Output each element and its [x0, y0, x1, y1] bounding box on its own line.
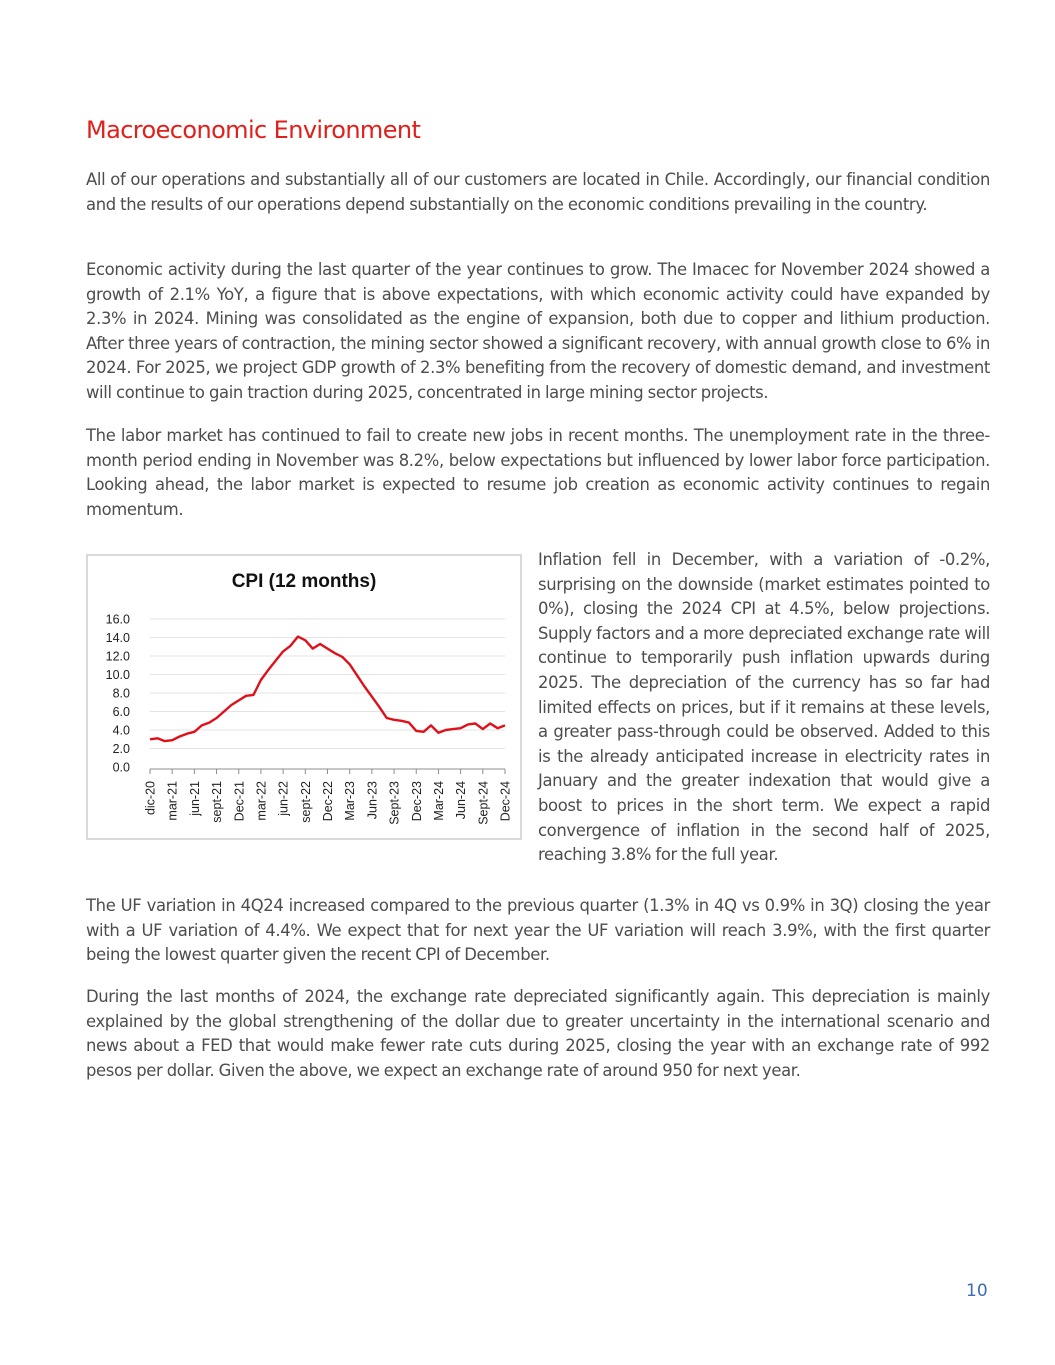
y-tick-label: 0.0: [112, 760, 130, 775]
x-tick-label: Dec-22: [321, 781, 335, 822]
x-tick-label: sept-22: [298, 781, 313, 823]
paragraph-inflation: Inflation fell in December, with a variation of -0.2%, surprising on the downside (market estimates pointed to 0%), closing the 2024 CPI at 4.5%, below projections. Supply factors and a more depreciated exchange rate will continue to temporarily push inflation upwards during 2025. The depreciation of the currency has so far had limited effects on prices, but if it remains at these levels, a greater pass-through could be observed. Added to this is the already anticipated increase in electricity rates in January and the greater indexation that would give a boost to prices in the short term. We expect a rapid convergence of inflation in the second half of 2025, reaching 3.8% for the full year.: [538, 550, 990, 865]
paragraph-labor-market: The labor market has continued to fail to create new jobs in recent months. The unemployment rate in the three-month period ending in November was 8.2%, below expectations but influenced by lower labor force participation. Looking ahead, the labor market is expected to resume job creation as economic activity continues to regain momentum.: [86, 426, 990, 519]
paragraph-economic-activity: Economic activity during the last quarter of the year continues to grow. The Imacec for November 2024 showed a growth of 2.1% YoY, a figure that is above expectations, with which economic activity could have expanded by 2.3% in 2024. Mining was consolidated as the engine of expansion, both due to copper and lithium production. After three years of contraction, the mining sector showed a significant recovery, with annual growth close to 6% in 2024. For 2025, we project GDP growth of 2.3% benefiting from the recovery of domestic demand, and investment will continue to gain traction during 2025, concentrated in large mining sector projects.: [86, 260, 990, 402]
x-tick-label: Sept-24: [476, 781, 491, 825]
x-tick-label: Dec-24: [498, 781, 513, 822]
x-tick-label: Mar-23: [343, 781, 358, 821]
y-tick-label: 16.0: [105, 612, 130, 627]
x-tick-label: mar-21: [165, 781, 180, 821]
y-tick-label: 4.0: [112, 723, 130, 738]
paragraph-exchange-rate: During the last months of 2024, the exchange rate depreciated significantly again. This depreciation is mainly explained by the global strengthening of the dollar due to greater uncertainty in the international scenario and news about a FED that would make fewer rate cuts during 2025, closing the year with an exchange rate of 992 pesos per dollar. Given the above, we expect an exchange rate of around 950 for next year.: [86, 987, 990, 1080]
paragraph-uf-variation: The UF variation in 4Q24 increased compared to the previous quarter (1.3% in 4Q vs 0.9% in 3Q) closing the year with a UF variation of 4.4%. We expect that for next year the UF variation will reach 3.9%, with the first quarter being the lowest quarter given the recent CPI of December.: [86, 896, 990, 965]
section-title: Macroeconomic Environment: [86, 116, 421, 144]
y-tick-label: 12.0: [105, 649, 130, 664]
y-tick-label: 10.0: [105, 668, 130, 682]
y-tick-label: 2.0: [112, 742, 130, 756]
x-tick-label: jun-22: [276, 781, 291, 816]
x-tick-label: Dec-21: [232, 781, 247, 822]
cpi-series-line: [150, 637, 505, 742]
x-tick-label: Sept-23: [387, 781, 402, 825]
x-tick-label: Jun-23: [365, 781, 380, 820]
x-tick-label: mar-22: [254, 781, 269, 821]
cpi-line-plot: [88, 556, 524, 842]
page-number: 10: [966, 1281, 988, 1301]
paragraph-operations: All of our operations and substantially all of our customers are located in Chile. Accordingly, our financial condition and the results of our operations depend substantially on the economic conditions prevailing in the country.: [86, 170, 990, 214]
x-tick-label: Mar-24: [431, 781, 446, 821]
y-tick-label: 8.0: [112, 686, 130, 701]
x-tick-label: jun-21: [187, 781, 202, 816]
x-tick-label: Dec-23: [409, 781, 424, 822]
x-tick-label: Jun-24: [454, 781, 469, 820]
y-tick-label: 14.0: [105, 631, 130, 645]
y-tick-label: 6.0: [112, 705, 130, 719]
chart-title: CPI (12 months): [231, 571, 377, 592]
x-tick-label: dic-20: [143, 781, 158, 816]
x-tick-label: sept-21: [210, 781, 225, 823]
cpi-chart: [86, 554, 522, 840]
